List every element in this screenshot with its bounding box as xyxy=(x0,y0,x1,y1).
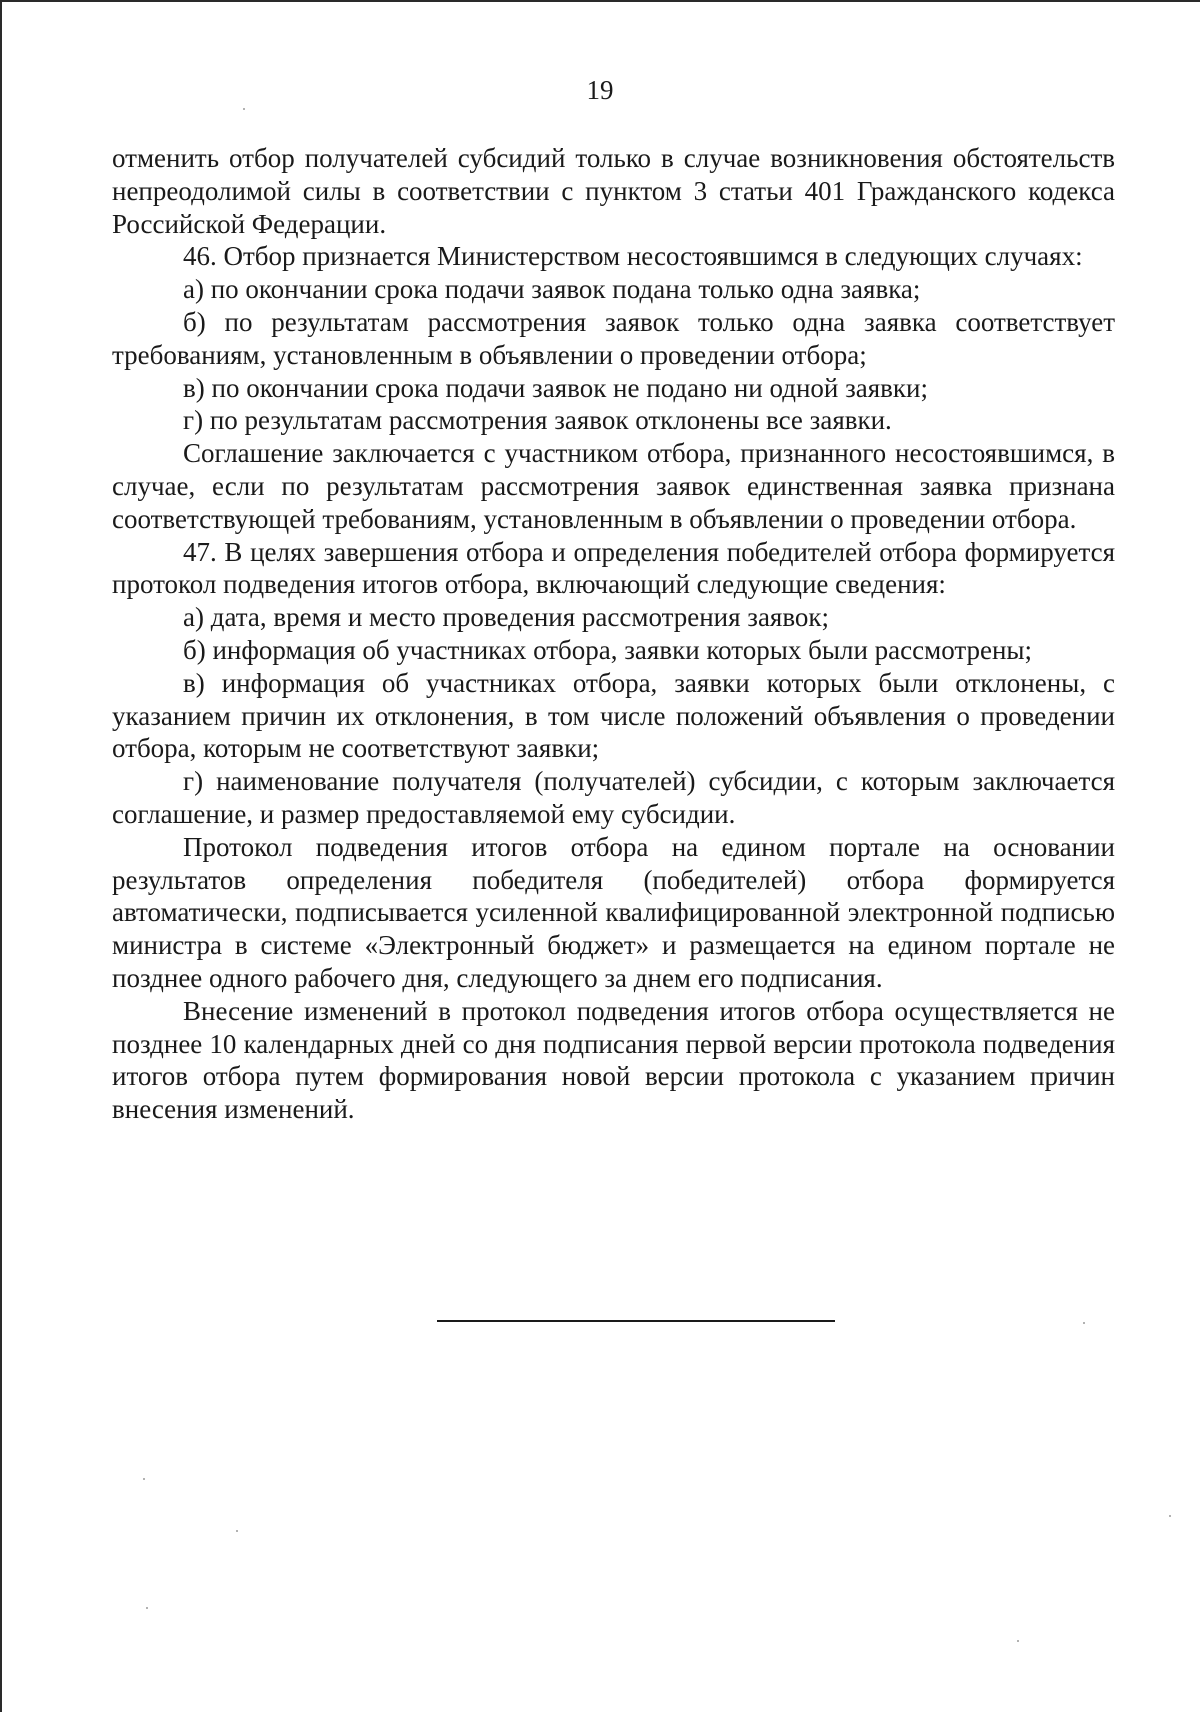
scan-speck xyxy=(243,108,245,110)
scan-speck xyxy=(1017,1640,1019,1642)
paragraph-47-item-b: б) информация об участниках отбора, заявки которых были рассмотрены; xyxy=(183,634,1033,665)
paragraph-46-item-g: г) по результатам рассмотрения заявок отклонены все заявки. xyxy=(183,405,892,436)
paragraph-protocol: Протокол подведения итогов отбора на едином портале на основании результатов определения победителя (победителей) отбора формируется автоматически, подписывается усиленной квалифицированной электронной подписью министра в системе «Электронный бюджет» и размещается на едином портале не позднее одного рабочего дня, следующего за днем его подписания. xyxy=(112,831,1115,993)
paragraph-47-item-a: а) дата, время и место проведения рассмотрения заявок; xyxy=(183,602,830,633)
paragraph-46-item-v: в) по окончании срока подачи заявок не подано ни одной заявки; xyxy=(183,372,928,403)
scan-speck xyxy=(146,1607,148,1609)
scan-edge-left xyxy=(0,0,2,1712)
paragraph-46-item-b: б) по результатам рассмотрения заявок только одна заявка соответствует требованиям, установленным в объявлении о проведении отбора; xyxy=(112,306,1115,370)
scan-speck xyxy=(236,1530,238,1532)
paragraph-47: 47. В целях завершения отбора и определения победителей отбора формируется протокол подведения итогов отбора, включающий следующие сведения: xyxy=(112,536,1115,600)
end-of-document-rule xyxy=(437,1320,835,1322)
paragraph-agreement: Соглашение заключается с участником отбора, признанного несостоявшимся, в случае, если по результатам рассмотрения заявок единственная заявка признана соответствующей требованиям, установленным в объявлении о проведении отбора. xyxy=(112,438,1115,534)
scan-speck xyxy=(143,1478,145,1480)
paragraph-47-item-g: г) наименование получателя (получателей) субсидии, с которым заключается соглашение, и размер предоставляемой ему субсидии. xyxy=(112,766,1115,829)
paragraph-46: 46. Отбор признается Министерством несостоявшимся в следующих случаях: xyxy=(183,241,1083,272)
scan-speck xyxy=(1169,1515,1171,1517)
scan-edge-top xyxy=(0,0,1200,2)
page-number: 19 xyxy=(586,75,614,105)
document-body xyxy=(112,142,1115,1126)
paragraph-47-item-v: в) информация об участниках отбора, заявки которых были отклонены, с указанием причин их отклонения, в том числе положений объявления о проведении отбора, которым не соответствуют заявки; xyxy=(112,667,1115,764)
paragraph-protocol-changes: Внесение изменений в протокол подведения итогов отбора осуществляется не позднее 10 календарных дней со дня подписания первой версии протокола подведения итогов отбора путем формирования новой версии протокола с указанием причин внесения изменений. xyxy=(112,995,1115,1125)
paragraph-continuation: отменить отбор получателей субсидий только в случае возникновения обстоятельств непреодолимой силы в соответствии с пунктом 3 статьи 401 Гражданского кодекса Российской Федерации. xyxy=(112,143,1115,239)
scan-speck xyxy=(1083,1322,1085,1324)
paragraph-46-item-a: а) по окончании срока подачи заявок подана только одна заявка; xyxy=(183,274,921,305)
